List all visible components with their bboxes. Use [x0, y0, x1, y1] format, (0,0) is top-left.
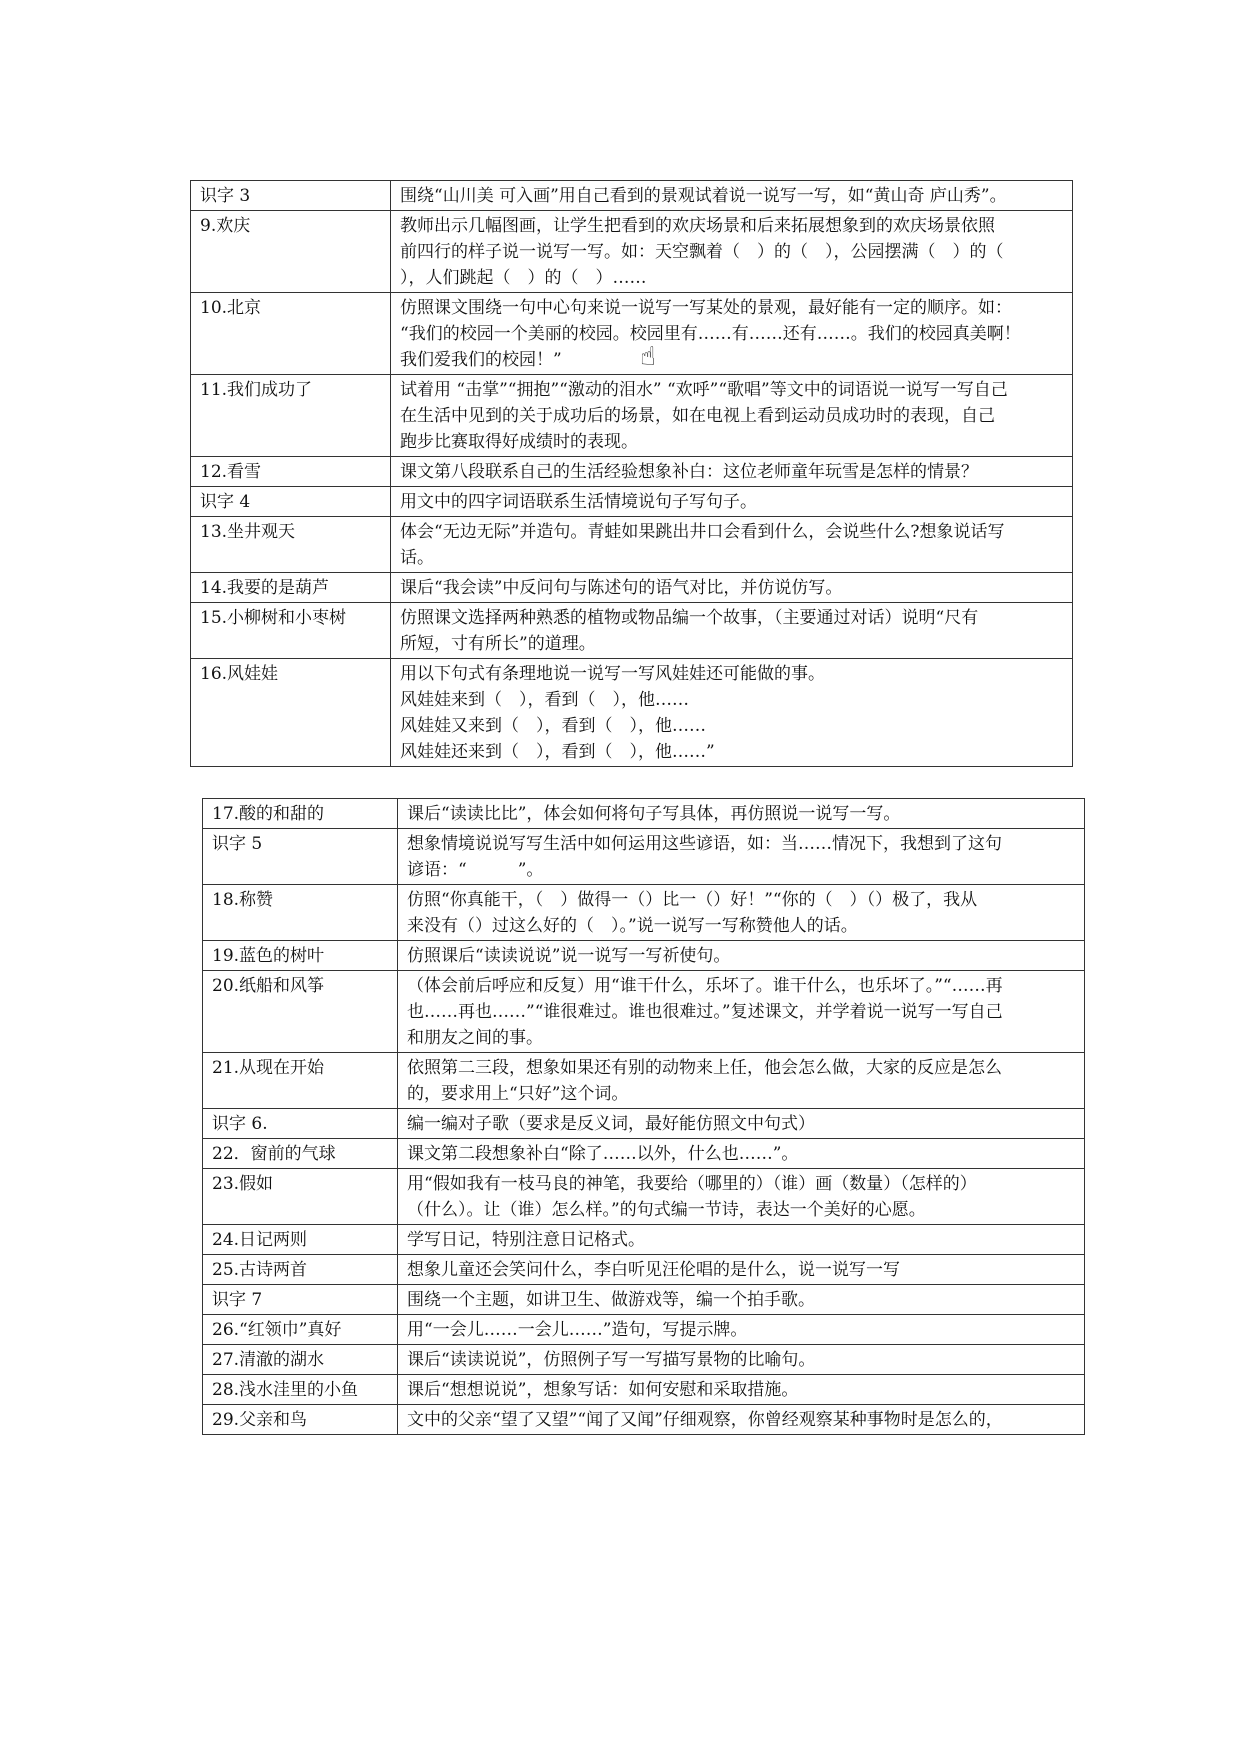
table-row [191, 659, 1073, 767]
table-row [191, 517, 1073, 573]
activity-line: ），人们跳起（ ）的（ ）…… [400, 268, 647, 288]
lesson-activity [391, 603, 1073, 659]
lesson-activity [398, 1405, 1085, 1435]
activity-line: 仿照课文围绕一句中心句来说一说写一写某处的景观，最好能有一定的顺序。如： [400, 298, 1012, 318]
activity-line: 话。 [400, 548, 434, 568]
lesson-activity [391, 211, 1073, 293]
lesson-title: 10.北京 [191, 293, 391, 375]
lesson-table-1 [190, 180, 1073, 767]
table-row [191, 211, 1073, 293]
table-row [191, 375, 1073, 457]
activity-line: 围绕“山川美 可入画”用自己看到的景观试着说一说写一写，如“黄山奇 庐山秀”。 [400, 186, 1007, 206]
lesson-title: 25.古诗两首 [203, 1255, 398, 1285]
table-row [203, 1053, 1085, 1109]
table-row [191, 181, 1073, 211]
lesson-title: 24.日记两则 [203, 1225, 398, 1255]
activity-line: 依照第二三段，想象如果还有别的动物来上任，他会怎么做，大家的反应是怎么 [407, 1058, 1002, 1078]
lesson-activity [398, 799, 1085, 829]
table-row [203, 1345, 1085, 1375]
lesson-activity [398, 1345, 1085, 1375]
lesson-title: 识字 5 [203, 829, 398, 885]
lesson-table-2 [202, 798, 1085, 1435]
activity-line: 所短，寸有所长”的道理。 [400, 634, 596, 654]
activity-line: 用以下句式有条理地说一说写一写风娃娃还可能做的事。 [400, 664, 825, 684]
lesson-title: 12.看雪 [191, 457, 391, 487]
activity-line: 我们爱我们的校园！” [400, 350, 562, 370]
activity-line: 仿照“你真能干，（ ）做得一（）比一（）好！”“你的（ ）（）极了，我从 [407, 890, 978, 910]
lesson-activity [398, 829, 1085, 885]
activity-line: 在生活中见到的关于成功后的场景，如在电视上看到运动员成功时的表现，自己 [400, 406, 995, 426]
lesson-activity [391, 517, 1073, 573]
lesson-title: 13.坐井观天 [191, 517, 391, 573]
lesson-title: 27.清澈的湖水 [203, 1345, 398, 1375]
table-row [203, 941, 1085, 971]
lesson-activity [398, 1375, 1085, 1405]
activity-line: 仿照课后“读读说说”说一说写一写祈使句。 [407, 946, 731, 966]
activity-line: 风娃娃还来到（ ），看到（ ），他……” [400, 742, 715, 762]
lesson-title: 15.小柳树和小枣树 [191, 603, 391, 659]
lesson-activity [398, 1169, 1085, 1225]
lesson-title: 识字 4 [191, 487, 391, 517]
activity-line: （什么）。让（谁）怎么样。”的句式编一节诗，表达一个美好的心愿。 [407, 1200, 926, 1220]
lesson-activity [398, 1109, 1085, 1139]
lesson-activity [398, 1225, 1085, 1255]
lesson-activity [398, 971, 1085, 1053]
table-row [191, 603, 1073, 659]
table-row [203, 1405, 1085, 1435]
lesson-title: 26.“红领巾”真好 [203, 1315, 398, 1345]
table-row [203, 1315, 1085, 1345]
activity-line: 课后“读读说说”，仿照例子写一写描写景物的比喻句。 [407, 1350, 816, 1370]
activity-line: 前四行的样子说一说写一写。如：天空飘着（ ）的（ ），公园摆满（ ）的（ [400, 242, 1004, 262]
lesson-title: 29.父亲和鸟 [203, 1405, 398, 1435]
activity-line: 也……再也……”“谁很难过。谁也很难过。”复述课文，并学着说一说写一写自己 [407, 1002, 1003, 1022]
activity-line: 课后“读读比比”，体会如何将句子写具体，再仿照说一说写一写。 [407, 804, 901, 824]
table-row [203, 971, 1085, 1053]
activity-line: 风娃娃又来到（ ），看到（ ），他…… [400, 716, 706, 736]
table-row [191, 487, 1073, 517]
activity-line: 试着用 “击掌”“拥抱”“激动的泪水” “欢呼”“歌唱”等文中的词语说一说写一写自己 [400, 380, 1008, 400]
lesson-title: 14.我要的是葫芦 [191, 573, 391, 603]
lesson-title: 20.纸船和风筝 [203, 971, 398, 1053]
lesson-activity [398, 1315, 1085, 1345]
lesson-title: 识字 3 [191, 181, 391, 211]
activity-line: “我们的校园一个美丽的校园。校园里有……有……还有……。我们的校园真美啊！ [400, 324, 1021, 344]
activity-line: 围绕一个主题，如讲卫生、做游戏等，编一个拍手歌。 [407, 1290, 815, 1310]
activity-line: 编一编对子歌（要求是反义词，最好能仿照文中句式） [407, 1114, 815, 1134]
activity-line: 学写日记，特别注意日记格式。 [407, 1230, 645, 1250]
lesson-activity [391, 375, 1073, 457]
lesson-activity [391, 573, 1073, 603]
activity-line: 体会“无边无际”并造句。青蛙如果跳出井口会看到什么，会说些什么?想象说话写 [400, 522, 1005, 542]
lesson-activity [398, 1053, 1085, 1109]
lesson-title: 22．窗前的气球 [203, 1139, 398, 1169]
table-row [203, 1139, 1085, 1169]
lesson-activity [391, 293, 1073, 375]
lesson-activity [391, 457, 1073, 487]
lesson-title: 识字 6. [203, 1109, 398, 1139]
lesson-title: 28.浅水洼里的小鱼 [203, 1375, 398, 1405]
activity-line: 用文中的四字词语联系生活情境说句子写句子。 [400, 492, 757, 512]
hand-cursor-icon: ☝ [640, 342, 656, 372]
lesson-activity [398, 941, 1085, 971]
lesson-activity [391, 487, 1073, 517]
activity-line: 用“一会儿……一会儿……”造句，写提示牌。 [407, 1320, 748, 1340]
activity-line: 跑步比赛取得好成绩时的表现。 [400, 432, 638, 452]
activity-line: 来没有（）过这么好的（ ）。”说一说写一写称赞他人的话。 [407, 916, 858, 936]
table-row [203, 1255, 1085, 1285]
lesson-title: 19.蓝色的树叶 [203, 941, 398, 971]
lesson-title: 21.从现在开始 [203, 1053, 398, 1109]
table-row [203, 829, 1085, 885]
table-row [203, 1375, 1085, 1405]
activity-line: 文中的父亲“望了又望”“闻了又闻”仔细观察，你曾经观察某种事物时是怎么的， [407, 1410, 1003, 1430]
lesson-title: 9.欢庆 [191, 211, 391, 293]
table-row [191, 573, 1073, 603]
lesson-activity [398, 1255, 1085, 1285]
lesson-title: 18.称赞 [203, 885, 398, 941]
table-row [191, 293, 1073, 375]
activity-line: 谚语：“ ”。 [407, 860, 544, 880]
activity-line: 教师出示几幅图画，让学生把看到的欢庆场景和后来拓展想象到的欢庆场景依照 [400, 216, 995, 236]
table-row [203, 1109, 1085, 1139]
lesson-activity [398, 1285, 1085, 1315]
activity-line: 课后“我会读”中反问句与陈述句的语气对比，并仿说仿写。 [400, 578, 843, 598]
lesson-title: 17.酸的和甜的 [203, 799, 398, 829]
table-row [203, 799, 1085, 829]
activity-line: （体会前后呼应和反复）用“谁干什么，乐坏了。谁干什么，也乐坏了。”“……再 [407, 976, 1003, 996]
lesson-title: 11.我们成功了 [191, 375, 391, 457]
table-row [191, 457, 1073, 487]
activity-line: 风娃娃来到（ ），看到（ ），他…… [400, 690, 689, 710]
lesson-activity [391, 659, 1073, 767]
lesson-activity [398, 1139, 1085, 1169]
activity-line: 仿照课文选择两种熟悉的植物或物品编一个故事，（主要通过对话）说明“尺有 [400, 608, 979, 628]
activity-line: 课文第二段想象补白“除了……以外，什么也……”。 [407, 1144, 799, 1164]
activity-line: 课后“想想说说”，想象写话：如何安慰和采取措施。 [407, 1380, 799, 1400]
lesson-activity [398, 885, 1085, 941]
lesson-activity [391, 181, 1073, 211]
table-row [203, 1225, 1085, 1255]
activity-line: 课文第八段联系自己的生活经验想象补白：这位老师童年玩雪是怎样的情景？ [400, 462, 978, 482]
activity-line: 想象儿童还会笑问什么，李白听见汪伦唱的是什么，说一说写一写 [407, 1260, 900, 1280]
lesson-title: 识字 7 [203, 1285, 398, 1315]
activity-line: 的，要求用上“只好”这个词。 [407, 1084, 629, 1104]
table-row [203, 1285, 1085, 1315]
activity-line: 想象情境说说写写生活中如何运用这些谚语，如：当……情况下，我想到了这句 [407, 834, 1002, 854]
table-row [203, 1169, 1085, 1225]
table-row [203, 885, 1085, 941]
lesson-title: 23.假如 [203, 1169, 398, 1225]
activity-line: 用“假如我有一枝马良的神笔，我要给（哪里的）（谁）画（数量）（怎样的） [407, 1174, 977, 1194]
activity-line: 和朋友之间的事。 [407, 1028, 543, 1048]
lesson-title: 16.风娃娃 [191, 659, 391, 767]
